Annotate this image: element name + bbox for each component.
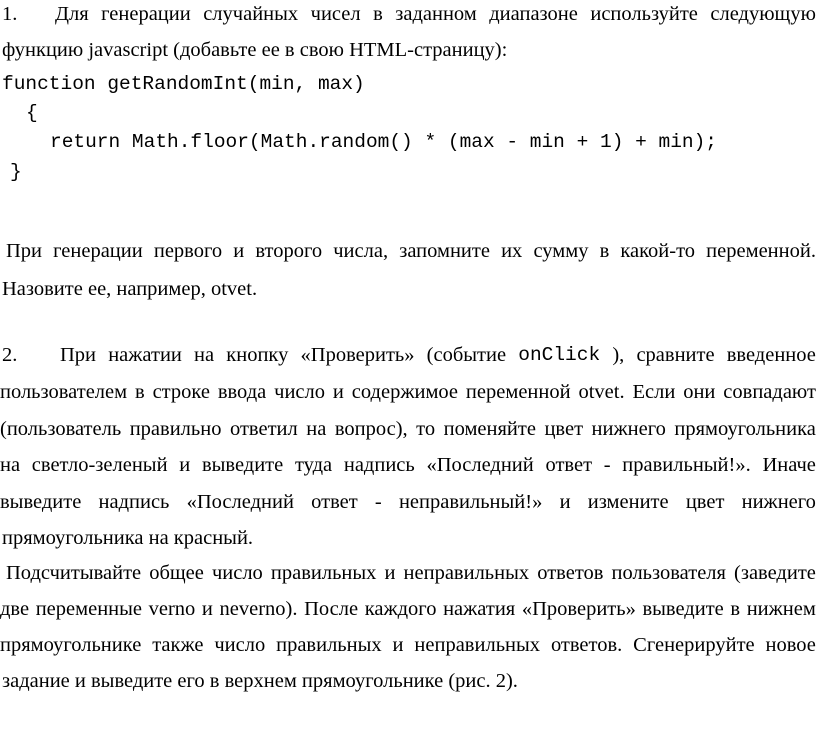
word: неправильный!» [398,491,543,513]
word: пользователя [611,562,726,584]
word: выведите [201,454,284,476]
word: светло-зеленый [31,454,168,476]
item2-line1-code: onClick [518,344,601,366]
item2-number: 2. [2,344,18,366]
word: запомните [399,240,490,262]
code-line-close-brace: } [10,161,22,183]
word: сравните [636,344,715,366]
word: выведите [642,598,724,620]
word: каждого [364,598,437,620]
word: и [559,491,571,513]
word: правильно [129,418,222,440]
word: и [332,381,344,403]
word: - [603,454,611,476]
word: неправильных [403,562,530,584]
word: туда [294,454,333,476]
para-count-line2 [0,596,816,622]
word: общее [149,562,204,584]
word: Иначе [762,454,816,476]
word: otvet. [578,381,625,403]
word: также [152,634,204,656]
word: и [179,454,191,476]
word: Подсчитывайте [6,562,142,584]
word: ответов. [550,634,623,656]
word: число [214,634,266,656]
item2-line1 [60,342,816,368]
para-count-line1 [6,560,816,586]
word: две [0,598,30,620]
word: Сгенерируйте [633,634,755,656]
word: на [0,454,21,476]
word: ввода [217,381,267,403]
word: в [730,598,741,620]
word: поменяйте [443,418,536,440]
word: генерации [53,240,143,262]
code-line-return: return Math.floor(Math.random() * (max - min + 1) + min); [50,131,718,153]
word: ответов [537,562,604,584]
word: неправильных [414,634,541,656]
word: цвет [685,491,725,513]
word: диапазоне [489,3,578,25]
word: При [60,344,97,366]
word: число [211,562,263,584]
word: neverno). [219,598,298,620]
word: их [501,240,523,262]
word: измените [587,491,669,513]
word: - [374,491,382,513]
word: вопрос), [334,418,408,440]
word: Если [632,381,676,403]
word: и [201,598,213,620]
word: первого [153,240,223,262]
word: совпадают [723,381,816,403]
word: используйте [590,3,698,25]
word: «Проверить» [300,344,415,366]
word: После [304,598,359,620]
word: надпись [98,491,170,513]
word: на [194,344,215,366]
word: переменные [35,598,143,620]
para-sum-line1 [6,238,816,264]
word: нажатия [443,598,516,620]
word: и [384,562,396,584]
word: на [306,418,327,440]
word: числа, [333,240,389,262]
item2-line4 [0,452,816,478]
word: verno [148,598,196,620]
word: сумму [533,240,589,262]
item2-line3 [0,416,816,442]
word: пользователем [0,381,128,403]
word: цвет [544,418,584,440]
word: ответил [229,418,298,440]
word: число [274,381,326,403]
word: в [599,240,610,262]
word: правильный!». [622,454,751,476]
item1-line2: функцию javascript (добавьте ее в свою HTML-страницу): [2,39,508,61]
word: новое [765,634,816,656]
word: надпись [343,454,415,476]
word: следующую [710,3,816,25]
item2-line2 [0,379,816,405]
word: какой-то [620,240,696,262]
word: (событие [426,344,507,366]
para-count-line4: задание и выведите его в верхнем прямоугольнике (рис. 2). [2,670,518,692]
word: прямоугольника [674,418,816,440]
word: правильных [270,562,377,584]
word: переменной [465,381,571,403]
item2-line6: прямоугольника на красный. [2,527,254,549]
word: выведите [0,491,82,513]
word: нажатии [108,344,182,366]
word: правильных [276,634,382,656]
word: и [392,634,404,656]
word: ответ [545,454,593,476]
word: (заведите [734,562,816,584]
word: переменной. [706,240,816,262]
word: содержимое [351,381,459,403]
word: нижнем [746,598,816,620]
word: заданном [395,3,477,25]
word: чисел [310,3,361,25]
word: в [135,381,145,403]
word: «Последний [186,491,294,513]
word: введенное [726,344,816,366]
code-line-open-brace: { [26,102,38,124]
item1-line1 [55,1,816,27]
word: то [416,418,436,440]
item2-line5 [0,489,816,515]
word: в [373,3,383,25]
word: они [683,381,716,403]
word: (пользователь [0,418,122,440]
code-line-function: function getRandomInt(min, max) [2,73,365,95]
word: нижнего [591,418,666,440]
item1-number: 1. [2,3,18,25]
word: строке [152,381,210,403]
para-sum-line2: Назовите ее, например, otvet. [2,278,258,300]
word: прямоугольнике [0,634,142,656]
word: При [6,240,43,262]
word: ), [612,344,625,366]
word: «Проверить» [521,598,636,620]
word: Для [55,3,89,25]
word: случайных [203,3,299,25]
word: второго [255,240,323,262]
word: ответ [311,491,358,513]
word: нижнего [741,491,816,513]
word: кнопку [226,344,289,366]
word: «Последний [426,454,534,476]
word: генерации [101,3,191,25]
word: и [233,240,245,262]
para-count-line3 [0,632,816,658]
